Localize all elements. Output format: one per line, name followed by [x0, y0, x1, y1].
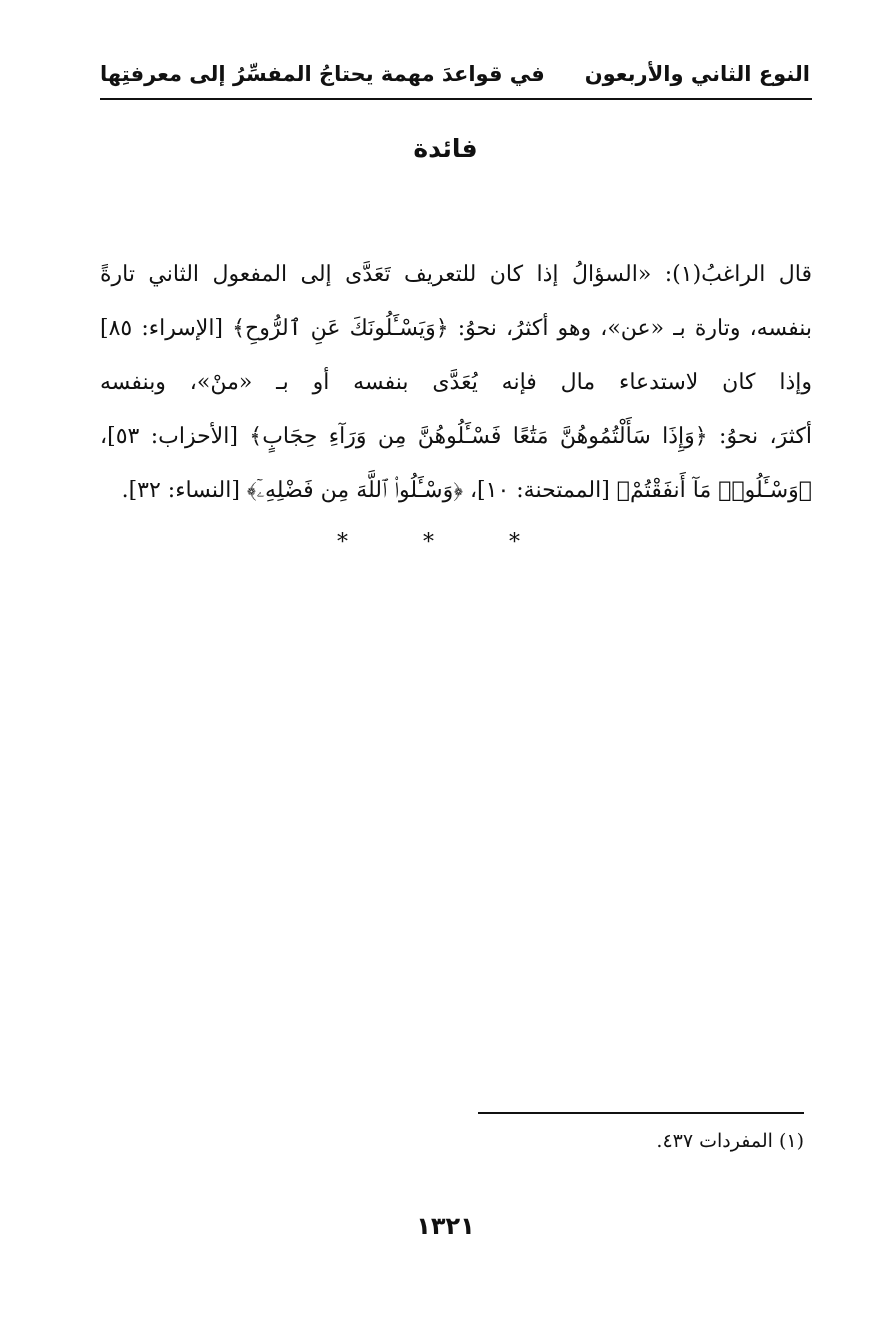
footnote: (١) المفردات ٤٣٧.	[656, 1130, 804, 1152]
body-paragraph	[100, 248, 812, 518]
footnote-rule	[478, 1112, 804, 1114]
header-section-title: في قواعدَ مهمة يحتاجُ المفسِّرُ إلى معرفتِها	[100, 62, 545, 86]
paragraph-line: قال الراغبُ(١): «السؤالُ إذا كان للتعريف تَعَدَّى إلى المفعول الثاني تارةً	[100, 262, 812, 287]
paragraph-line: وإذا كان لاستدعاء مال فإنه يُعَدَّى بنفسه أو بـ «منْ»، وبنفسه	[100, 370, 812, 395]
section-separator: * * *	[337, 530, 554, 555]
page-number: ١٣٢١	[416, 1212, 475, 1240]
paragraph-line: بنفسه، وتارة بـ «عن»، وهو أكثرُ، نحوُ: ﴿وَيَسْـَٔلُونَكَ عَنِ ٱلرُّوحِ﴾ [الإسراء: ٨٥]	[100, 316, 812, 341]
section-title: فائدة	[413, 134, 478, 163]
header-chapter-title: النوع الثاني والأربعون	[584, 62, 810, 86]
running-header	[100, 56, 810, 92]
paragraph-line: ﴿وَسْـَٔلُوا۟ مَآ أَنفَقْتُمْ﴾ [الممتحنة: ١٠]، ﴿وَسْـَٔلُوا۟ ٱللَّهَ مِن فَضْلِهِۦٓ﴾ [النساء: ٣٢].	[121, 478, 812, 503]
header-rule	[100, 98, 812, 100]
paragraph-line: أكثرَ، نحوُ: ﴿وَإِذَا سَأَلْتُمُوهُنَّ مَتَٰعًا فَسْـَٔلُوهُنَّ مِن وَرَآءِ حِجَابٍ﴾ [الأحزاب: ٥٣]،	[100, 424, 812, 449]
